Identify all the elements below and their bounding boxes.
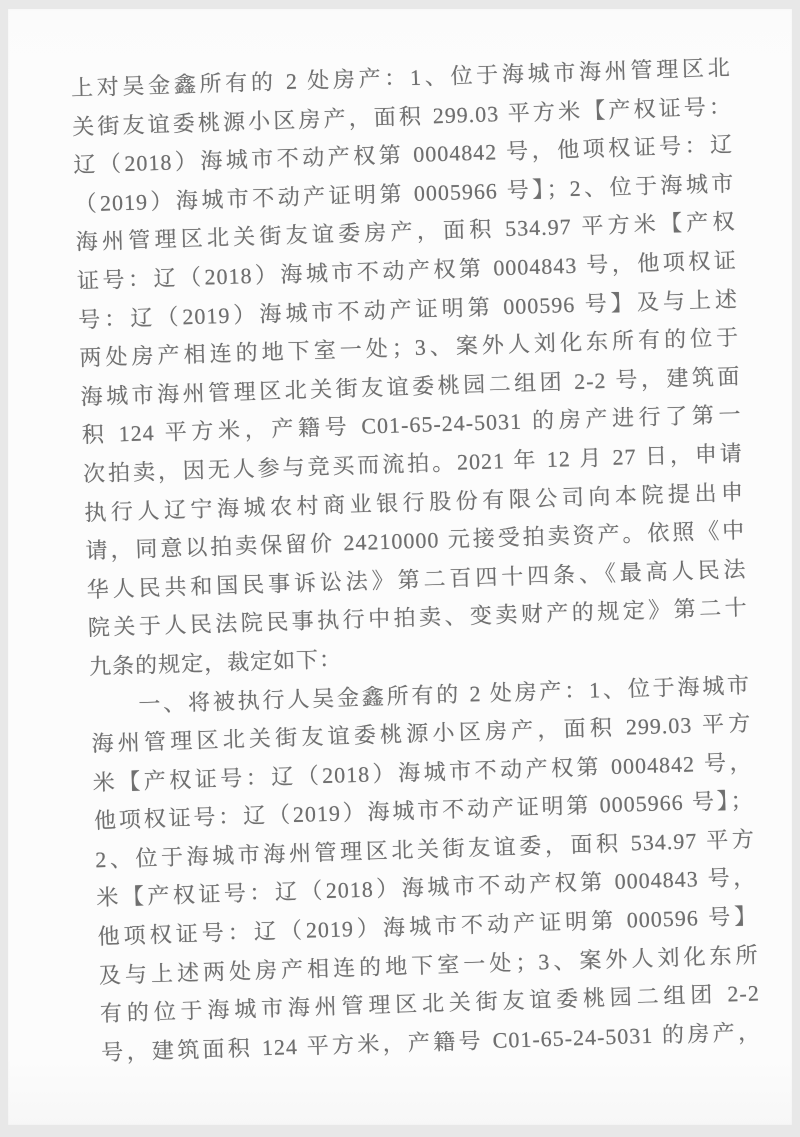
text-line: （2019）海城市不动产证明第 0005966 号】；2、位于海城市 [74,170,735,217]
text-line: 米【产权证号：辽（2018）海城市不动产权第 0004843 号， [96,864,757,911]
document-text [70,49,761,1073]
text-line: 有的位于海城市海州管理区北关街友谊委桃园二组团 2-2 [99,980,761,1027]
text-line: 2、位于海城市海州管理区北关街友谊委，面积 534.97 平方 [94,826,756,873]
text-line: 执行人辽宁海城农村商业银行股份有限公司向本院提出申 [83,479,745,525]
text-line: 次拍卖，因无人参与竞买而流拍。2021 年 12 月 27 日，申请 [82,440,744,487]
text-line: 华人民共和国民事诉讼法》第二百四十四条、《最高人民法 [86,556,747,603]
text-line: 他项权证号：辽（2019）海城市不动产证明第 000596 号】 [97,903,758,950]
text-line: 证号：辽（2018）海城市不动产权第 0004843 号，他项权证 [76,247,738,294]
text-line: 号：辽（2019）海城市不动产证明第 000596 号】及与上述 [77,286,739,333]
text-line: 号，建筑面积 124 平方米，产籍号 C01-65-24-5031 的房产， [100,1019,762,1065]
text-line: 一、将被执行人吴金鑫所有的 2 处房产：1、位于海城市 [137,672,751,717]
text-line: 积 124 平方米，产籍号 C01-65-24-5031 的房产进行了第一 [81,402,742,448]
text-line: 关街友谊委桃源小区房产，面积 299.03 平方米【产权证号： [71,93,733,140]
text-line: 两处房产相连的地下室一处；3、案外人刘化东所有的位于 [79,324,740,371]
text-line: 辽（2018）海城市不动产权第 0004842 号，他项权证号：辽 [73,132,734,178]
text-line: 海城市海州管理区北关街友谊委桃园二组团 2-2 号，建筑面 [80,363,741,410]
text-line: 上对吴金鑫所有的 2 处房产：1、位于海城市海州管理区北 [70,54,732,101]
text-line: 及与上述两处房产相连的地下室一处；3、案外人刘化东所 [98,942,759,988]
text-line: 海州管理区北关街友谊委桃源小区房产，面积 299.03 平方 [91,710,752,757]
text-line: 请，同意以拍卖保留价 24210000 元接受拍卖资产。依照《中 [85,517,746,564]
text-line: 他项权证号：辽（2019）海城市不动产证明第 0005966 号】； [93,787,755,834]
text-line: 九条的规定，裁定如下： [88,646,343,680]
text-line: 米【产权证号：辽（2018）海城市不动产权第 0004842 号， [92,749,753,795]
text-line: 海州管理区北关街友谊委房产，面积 534.97 平方米【产权 [75,209,736,255]
text-line: 院关于人民法院民事执行中拍卖、变卖财产的规定》第二十 [87,594,749,641]
document-page [8,9,792,1125]
